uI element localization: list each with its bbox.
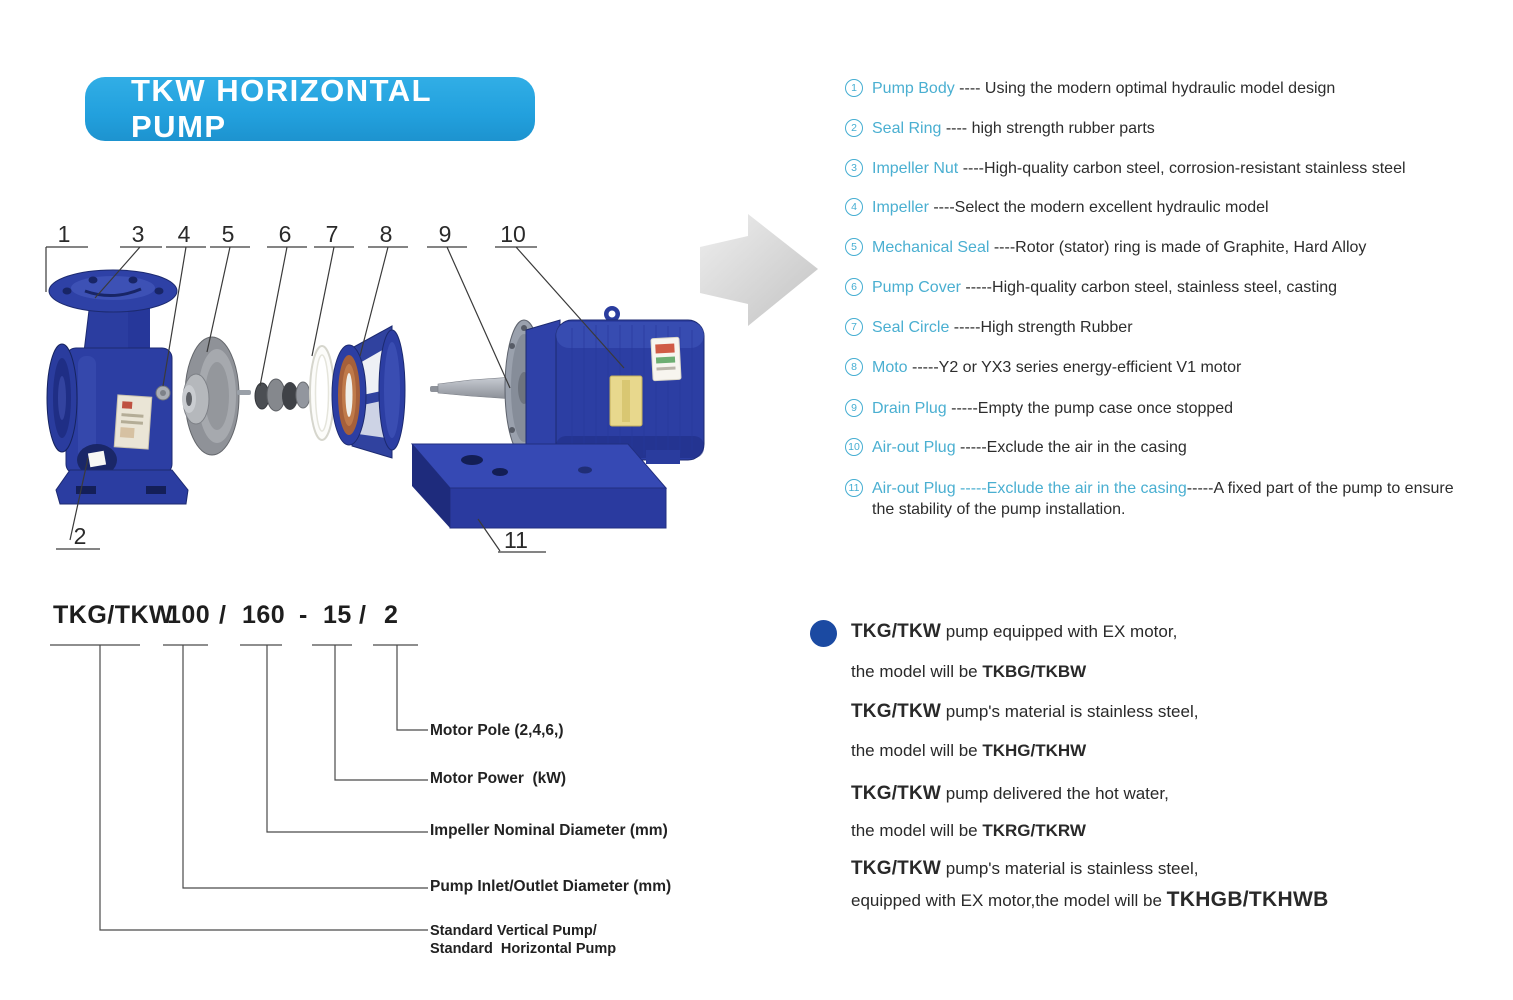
- model-code-inlet: 100: [167, 601, 211, 629]
- note-model-code: TKBG/TKBW: [982, 662, 1087, 681]
- part-number-badge: 4: [845, 198, 863, 216]
- note-line-8: [851, 888, 1329, 912]
- label-motor-pole: Motor Pole (2,4,6,): [430, 722, 564, 739]
- parts-list-item-4: [845, 197, 1470, 218]
- model-code-power: 15: [323, 601, 352, 629]
- model-code-series: TKG/TKW: [53, 601, 174, 629]
- page-title: TKW HORIZONTAL PUMP: [131, 73, 432, 144]
- part-name: Mechanical Seal: [872, 239, 990, 256]
- note-text: pump's material is stainless steel,: [941, 702, 1199, 721]
- part-description: -----High strength Rubber: [949, 319, 1133, 336]
- parts-list-item-7: [845, 317, 1470, 338]
- part-number-badge: 11: [845, 479, 863, 497]
- part-description: ---- high strength rubber parts: [941, 120, 1155, 137]
- part-description: -----Y2 or YX3 series energy-efficient V1 motor: [907, 359, 1242, 376]
- part-number-badge: 9: [845, 399, 863, 417]
- bullet-marker: [810, 620, 837, 647]
- base-plate-illustration: [412, 444, 666, 528]
- part-description: -----Exclude the air in the casing: [955, 439, 1187, 456]
- note-line-3: [851, 701, 1198, 723]
- note-model-code: TKRG/TKRW: [982, 821, 1086, 840]
- motor-illustration: [430, 306, 704, 464]
- parts-list-item-1: [845, 78, 1470, 99]
- note-lead: TKG/TKW: [851, 783, 942, 804]
- callout-9: 9: [438, 221, 452, 247]
- model-code-slash2: /: [359, 601, 367, 629]
- parts-list-item-11: [845, 478, 1470, 520]
- part-number-badge: 10: [845, 438, 863, 456]
- note-text: pump delivered the hot water,: [941, 784, 1169, 803]
- model-code-pole: 2: [384, 601, 399, 629]
- part-number-badge: 5: [845, 238, 863, 256]
- callout-4: 4: [177, 221, 191, 247]
- callout-5: 5: [221, 221, 235, 247]
- mechanical-seal-parts-illustration: [237, 379, 310, 411]
- note-lead: TKG/TKW: [851, 621, 942, 642]
- note-line-7: [851, 858, 1198, 880]
- part-name: Air-out Plug: [872, 439, 956, 456]
- note-line-1: [851, 621, 1177, 643]
- part-description: ----Rotor (stator) ring is made of Graphite, Hard Alloy: [989, 239, 1367, 256]
- label-inlet-diameter: Pump Inlet/Outlet Diameter (mm): [430, 878, 672, 895]
- part-name: Impeller Nut: [872, 160, 959, 177]
- direction-arrow: [700, 214, 818, 326]
- part-name: Moto: [872, 359, 908, 376]
- note-lead: TKG/TKW: [851, 858, 942, 879]
- model-code-connector-lines: [50, 645, 428, 930]
- label-pump-type-1: Standard Vertical Pump/: [430, 923, 597, 939]
- callout-10: 10: [500, 221, 526, 247]
- part-description: ----Select the modern excellent hydraulic model: [928, 199, 1269, 216]
- note-lead: TKG/TKW: [851, 701, 942, 722]
- part-name: Drain Plug: [872, 400, 947, 417]
- part-name: Air-out Plug -----Exclude the air in the casing: [872, 480, 1187, 497]
- pump-cover-illustration: [332, 326, 405, 458]
- callout-6: 6: [278, 221, 292, 247]
- note-model-code: TKHG/TKHW: [982, 741, 1087, 760]
- callout-11: 11: [504, 527, 528, 553]
- note-line-2: [851, 661, 1086, 683]
- label-pump-type-2: Standard Horizontal Pump: [430, 941, 617, 957]
- part-description: -----High-quality carbon steel, stainless steel, casting: [960, 279, 1338, 296]
- part-name: Pump Body: [872, 80, 955, 97]
- parts-list-item-5: [845, 237, 1470, 258]
- note-text: pump equipped with EX motor,: [941, 622, 1178, 641]
- parts-list-item-6: [845, 277, 1470, 298]
- part-description: -----A fixed part of the pump to ensure the stability of the pump installation.: [872, 480, 1459, 518]
- parts-list-item-3: [845, 158, 1470, 179]
- parts-list-item-2: [845, 118, 1470, 139]
- part-name: Seal Ring: [872, 120, 942, 137]
- part-number-badge: 8: [845, 358, 863, 376]
- label-motor-power: Motor Power (kW): [430, 770, 567, 787]
- note-text: the model will be: [851, 741, 983, 760]
- callout-7: 7: [325, 221, 339, 247]
- note-line-5: [851, 783, 1169, 805]
- part-description: -----Empty the pump case once stopped: [946, 400, 1234, 417]
- label-impeller-diameter: Impeller Nominal Diameter (mm): [430, 822, 668, 839]
- part-number-badge: 3: [845, 159, 863, 177]
- seal-circle-illustration: [310, 346, 334, 440]
- callout-2: 2: [73, 523, 87, 549]
- impeller-nut-illustration: [156, 386, 170, 400]
- impeller-illustration: [182, 337, 239, 455]
- part-name: Impeller: [872, 199, 929, 216]
- part-number-badge: 2: [845, 119, 863, 137]
- parts-list-item-9: [845, 398, 1470, 419]
- parts-list-item-8: [845, 357, 1470, 378]
- note-model-code: TKHGB/TKHWB: [1166, 888, 1329, 911]
- part-description: ----High-quality carbon steel, corrosion-resistant stainless steel: [958, 160, 1406, 177]
- parts-list: [845, 0, 1485, 540]
- part-number-badge: 6: [845, 278, 863, 296]
- callout-8: 8: [379, 221, 393, 247]
- note-text: equipped with EX motor,the model will be: [851, 891, 1167, 910]
- callout-1: 1: [57, 221, 71, 247]
- note-text: the model will be: [851, 662, 983, 681]
- callout-3: 3: [131, 221, 145, 247]
- part-number-badge: 7: [845, 318, 863, 336]
- part-name: Seal Circle: [872, 319, 950, 336]
- note-text: pump's material is stainless steel,: [941, 859, 1199, 878]
- part-description: ---- Using the modern optimal hydraulic model design: [954, 80, 1336, 97]
- note-line-6: [851, 820, 1086, 842]
- model-code-dash: -: [299, 601, 308, 629]
- model-code-impeller: 160: [242, 601, 286, 629]
- note-text: the model will be: [851, 821, 983, 840]
- part-number-badge: 1: [845, 79, 863, 97]
- note-line-4: [851, 740, 1086, 762]
- model-code-slash: /: [219, 601, 227, 629]
- parts-list-item-10: [845, 437, 1470, 458]
- part-name: Pump Cover: [872, 279, 961, 296]
